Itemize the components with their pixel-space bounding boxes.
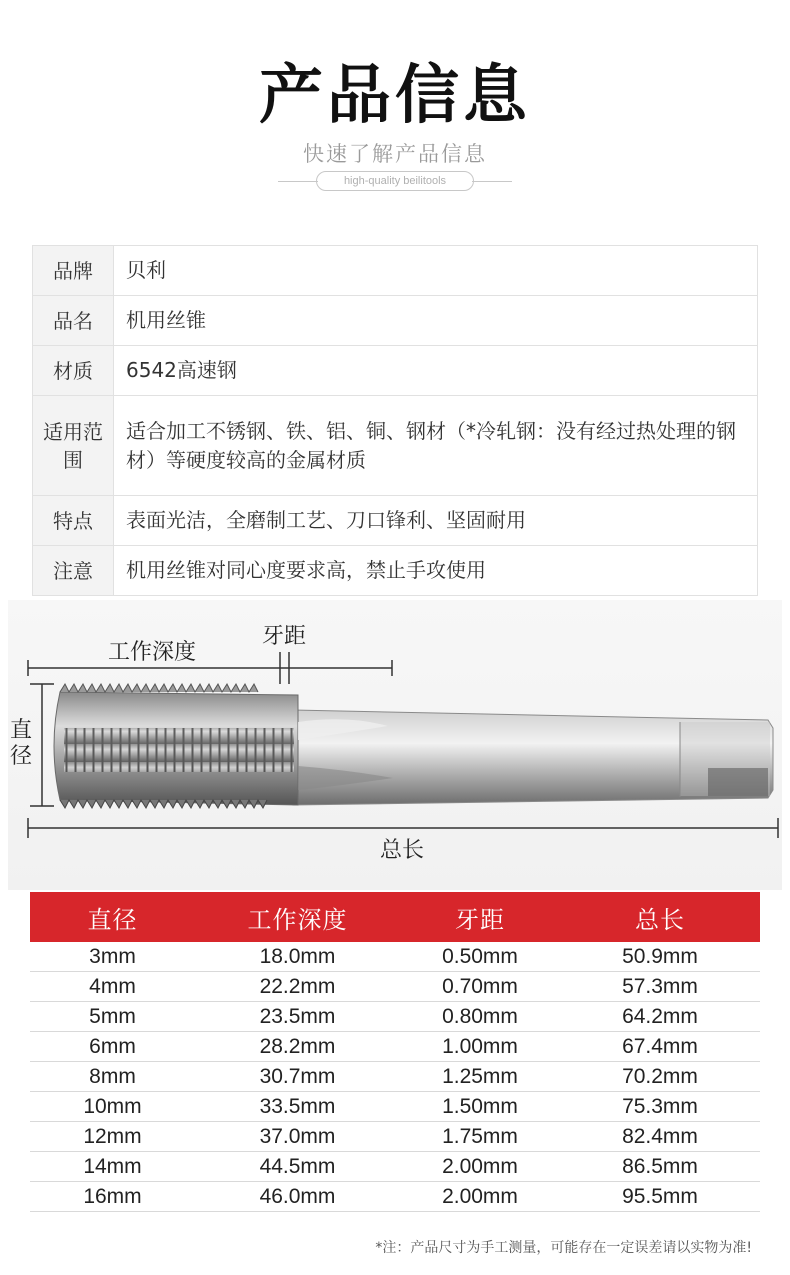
info-value: 6542高速钢 [113,346,757,395]
header-working-depth: 工作深度 [247,905,348,934]
info-row-name [33,296,757,346]
info-key: 特点 [33,496,113,545]
cell-working-depth: 23.5mm [259,1004,336,1028]
cell-diameter: 6mm [89,1034,136,1058]
spec-table-header [30,892,760,942]
cell-pitch: 0.80mm [442,1004,518,1028]
cell-pitch: 1.50mm [442,1094,518,1118]
table-row [30,1152,760,1182]
info-key: 品名 [33,296,113,345]
cell-pitch: 0.70mm [442,974,518,998]
cell-total-length: 67.4mm [622,1034,698,1058]
cell-diameter: 5mm [89,1004,136,1028]
cell-total-length: 86.5mm [622,1154,698,1178]
cell-total-length: 57.3mm [622,974,698,998]
cell-pitch: 2.00mm [442,1184,518,1208]
page-title: 产品信息 [259,59,531,133]
cell-diameter: 4mm [89,974,136,998]
info-row-notice [33,546,757,596]
brand-tag: high-quality beilitools [316,171,474,191]
info-key: 注意 [33,546,113,595]
info-value: 表面光洁，全磨制工艺、刀口锋利、坚固耐用 [113,496,757,545]
header-diameter: 直径 [87,905,138,934]
cell-total-length: 50.9mm [622,944,698,968]
cell-diameter: 14mm [83,1154,142,1178]
cell-working-depth: 37.0mm [259,1124,336,1148]
cell-pitch: 1.25mm [442,1064,518,1088]
size-spec-table [30,892,760,1212]
cell-working-depth: 30.7mm [259,1064,336,1088]
table-row [30,942,760,972]
cell-diameter: 10mm [83,1094,142,1118]
info-key: 品牌 [33,246,113,295]
cell-pitch: 0.50mm [442,944,518,968]
cell-working-depth: 46.0mm [259,1184,336,1208]
info-value: 机用丝锥 [113,296,757,345]
cell-working-depth: 22.2mm [259,974,336,998]
info-row-material [33,346,757,396]
working-depth-label: 工作深度 [108,640,197,665]
cell-pitch: 1.75mm [442,1124,518,1148]
cell-working-depth: 28.2mm [259,1034,336,1058]
info-key: 材质 [33,346,113,395]
total-length-label: 总长 [380,838,425,863]
cell-total-length: 64.2mm [622,1004,698,1028]
header-pitch: 牙距 [455,905,505,934]
info-key: 适用范围 [33,396,113,495]
cell-total-length: 82.4mm [622,1124,698,1148]
divider-right [472,181,512,182]
cell-working-depth: 33.5mm [259,1094,336,1118]
cell-diameter: 12mm [83,1124,142,1148]
table-row [30,1032,760,1062]
info-row-scope [33,396,757,496]
table-row [30,1122,760,1152]
tap-dimension-diagram [8,600,782,890]
header-total-length: 总长 [635,905,685,934]
info-row-brand [33,246,757,296]
diameter-label: 直径 [10,718,33,769]
cell-working-depth: 44.5mm [259,1154,336,1178]
info-row-features [33,496,757,546]
cell-total-length: 95.5mm [622,1184,698,1208]
info-value: 贝利 [113,246,757,295]
info-value: 适合加工不锈钢、铁、铝、铜、钢材（*冷轧钢：没有经过热处理的钢材）等硬度较高的金属材质 [113,396,757,495]
cell-working-depth: 18.0mm [259,944,336,968]
cell-diameter: 16mm [83,1184,142,1208]
cell-pitch: 2.00mm [442,1154,518,1178]
cell-diameter: 8mm [89,1064,136,1088]
cell-diameter: 3mm [89,944,136,968]
measurement-note: *注：产品尺寸为手工测量，可能存在一定误差请以实物为准! [375,1240,752,1256]
table-row [30,972,760,1002]
cell-total-length: 75.3mm [622,1094,698,1118]
product-info-table [32,245,758,596]
cell-total-length: 70.2mm [622,1064,698,1088]
info-value: 机用丝锥对同心度要求高，禁止手攻使用 [113,546,757,595]
table-row [30,1182,760,1212]
table-row [30,1002,760,1032]
table-row [30,1062,760,1092]
divider-left [278,181,318,182]
page-subtitle: 快速了解产品信息 [303,142,487,166]
cell-pitch: 1.00mm [442,1034,518,1058]
table-row [30,1092,760,1122]
pitch-label: 牙距 [262,624,307,649]
